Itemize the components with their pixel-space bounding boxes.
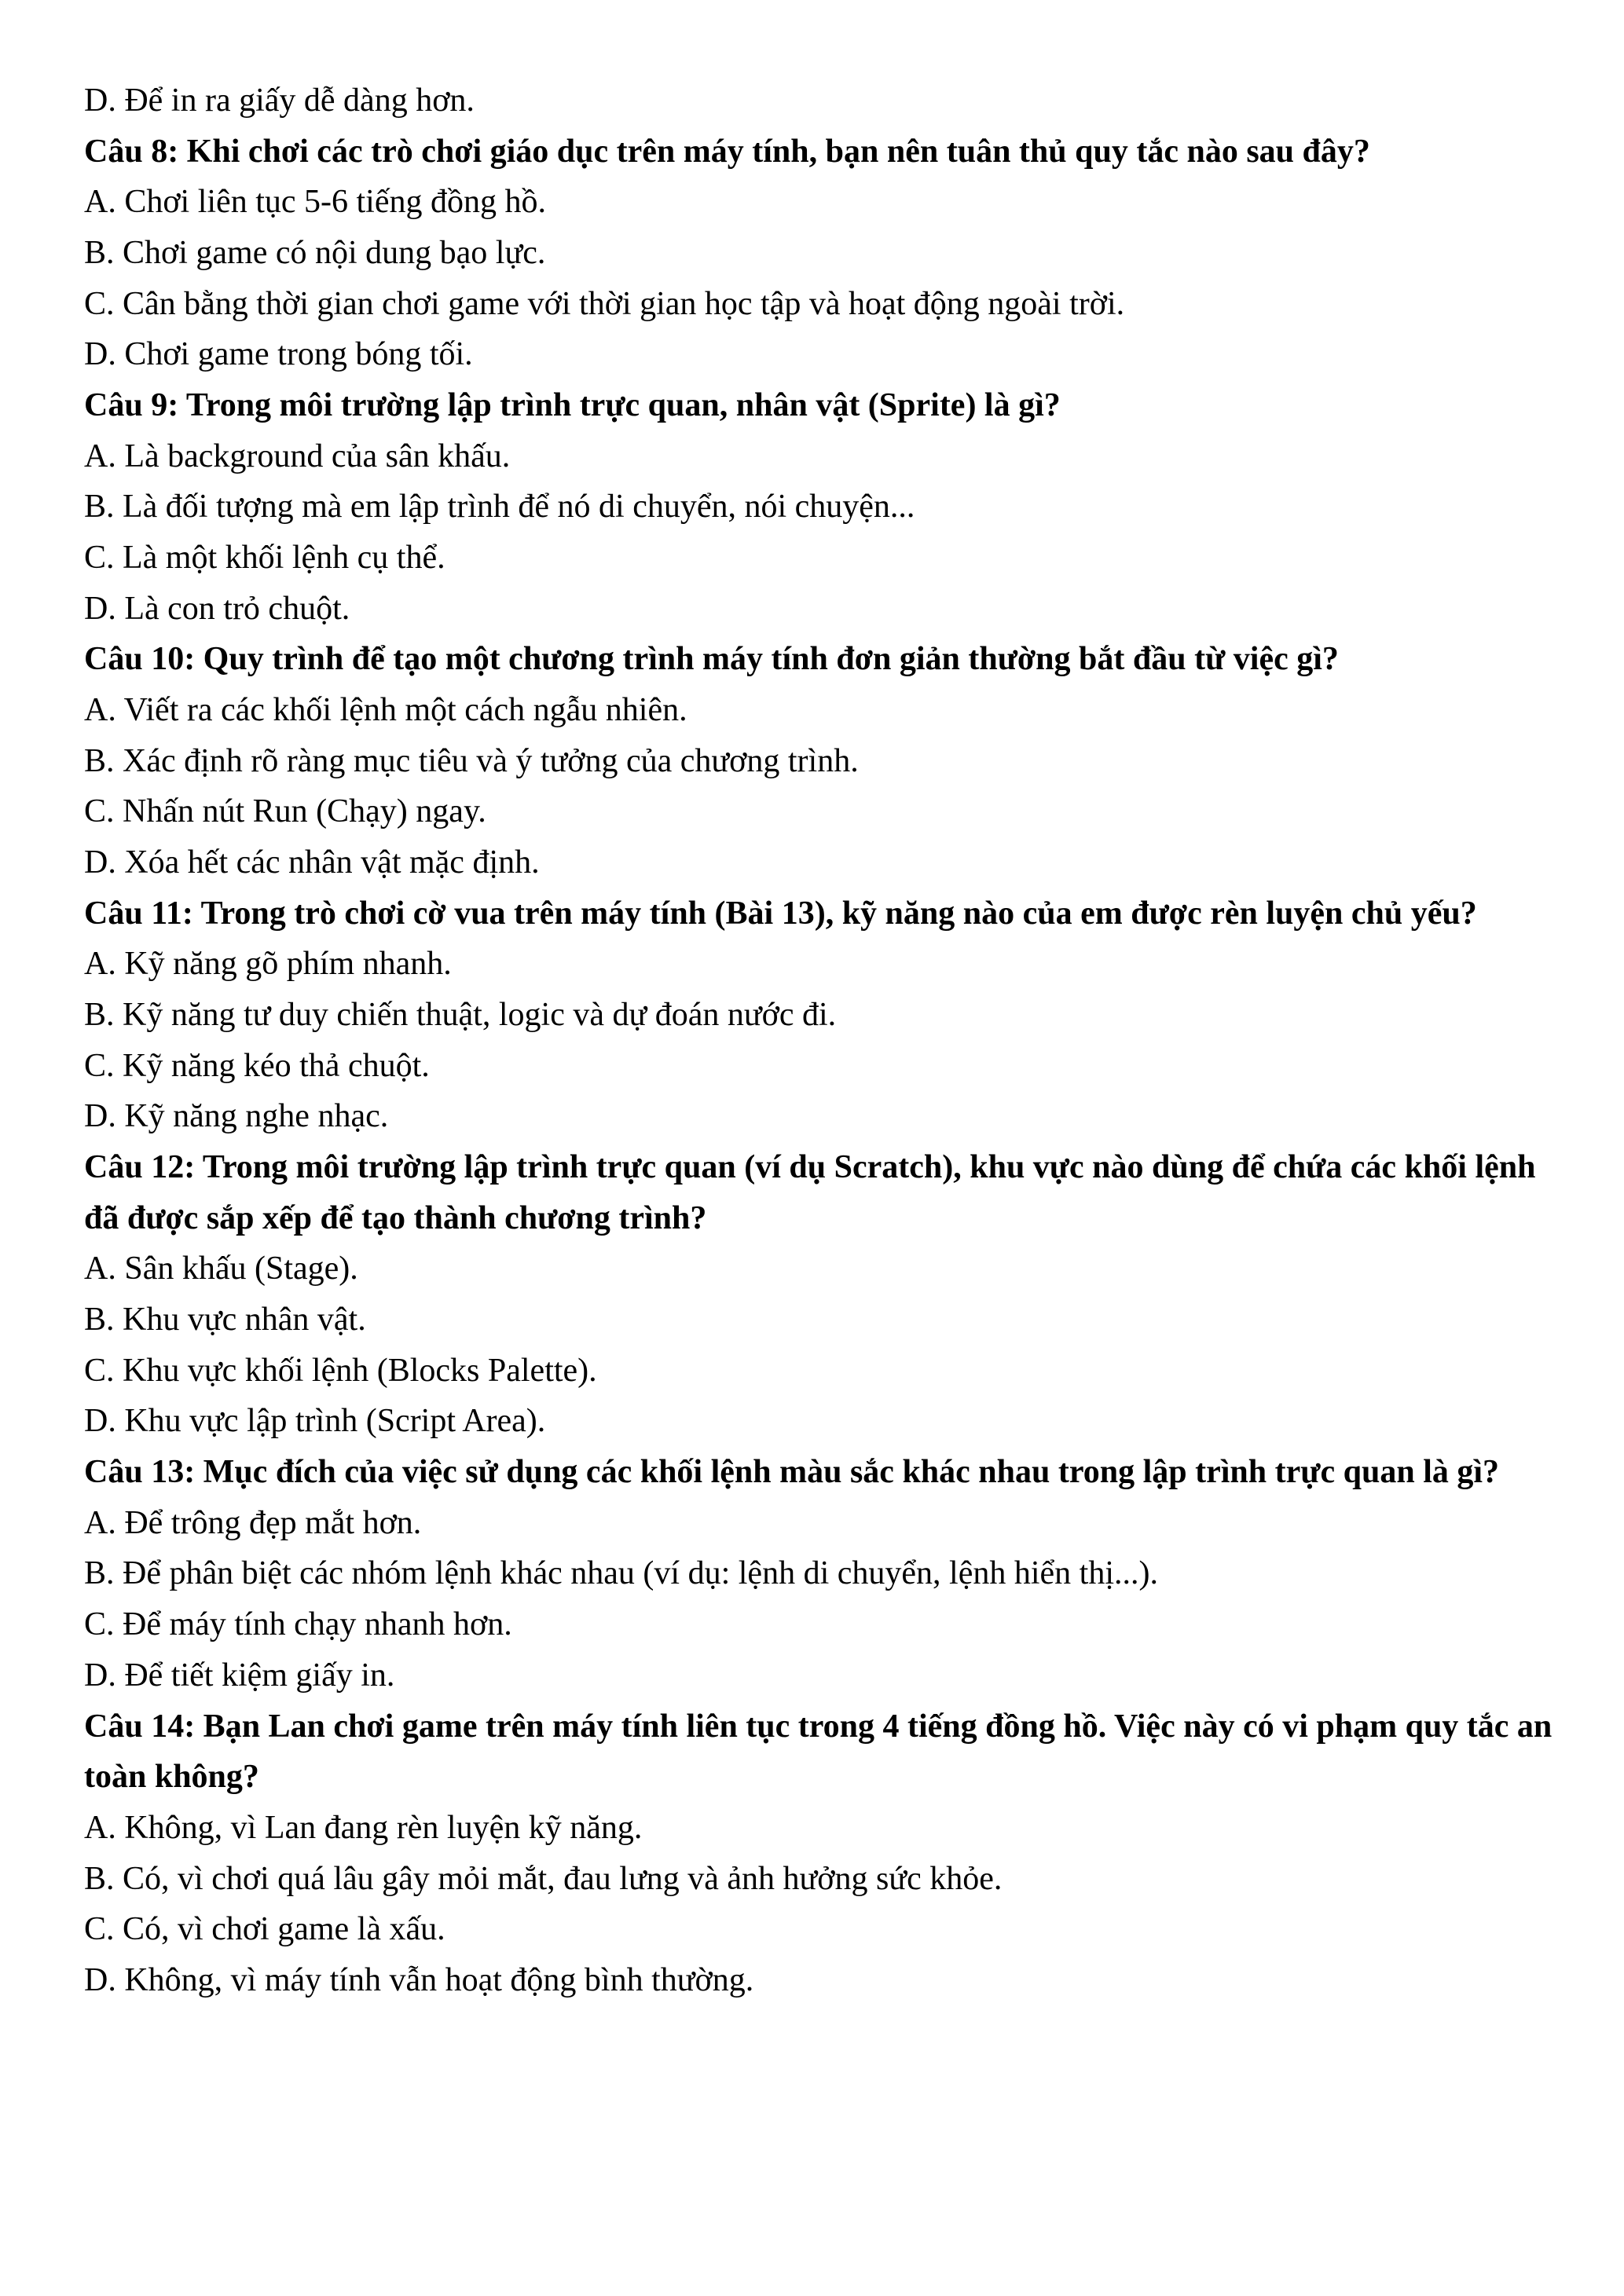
question-block — [84, 1447, 1555, 1701]
answer-option: D. Để in ra giấy dễ dàng hơn. — [84, 82, 475, 119]
answer-option: A. Kỹ năng gõ phím nhanh. — [84, 946, 452, 983]
answer-option: D. Kỹ năng nghe nhạc. — [84, 1098, 389, 1135]
answer-option: B. Là đối tượng mà em lập trình để nó di chuyển, nói chuyện... — [84, 489, 915, 525]
answer-option: C. Khu vực khối lệnh (Blocks Palette). — [84, 1352, 597, 1389]
answer-option: A. Không, vì Lan đang rèn luyện kỹ năng. — [84, 1809, 643, 1846]
answer-option: D. Không, vì máy tính vẫn hoạt động bình thường. — [84, 1961, 754, 1998]
question-title: Câu 8: Khi chơi các trò chơi giáo dục trên máy tính, bạn nên tuân thủ quy tắc nào sau đây? — [84, 133, 1370, 170]
answer-option: D. Để tiết kiệm giấy in. — [84, 1657, 395, 1694]
answer-option: B. Khu vực nhân vật. — [84, 1302, 366, 1338]
answer-option: A. Chơi liên tục 5-6 tiếng đồng hồ. — [84, 184, 546, 221]
question-title: Câu 9: Trong môi trường lập trình trực quan, nhân vật (Sprite) là gì? — [84, 387, 1061, 424]
answer-option: B. Xác định rõ ràng mục tiêu và ý tưởng của chương trình. — [84, 742, 859, 779]
question-block — [84, 888, 1555, 1142]
question-title: Câu 14: Bạn Lan chơi game trên máy tính liên tục trong 4 tiếng đồng hồ. Việc này có vi phạm quy tắc an toàn không? — [84, 1708, 1553, 1796]
answer-option: C. Có, vì chơi game là xấu. — [84, 1911, 445, 1948]
question-title: Câu 11: Trong trò chơi cờ vua trên máy tính (Bài 13), kỹ năng nào của em được rèn luyện chủ yếu? — [84, 895, 1477, 932]
answer-option: C. Kỹ năng kéo thả chuột. — [84, 1047, 430, 1084]
answer-option: A. Sân khấu (Stage). — [84, 1251, 358, 1287]
answer-option: D. Khu vực lập trình (Script Area). — [84, 1403, 546, 1440]
answer-option: B. Kỹ năng tư duy chiến thuật, logic và dự đoán nước đi. — [84, 997, 837, 1034]
answer-option: D. Là con trỏ chuột. — [84, 590, 350, 627]
question-block — [84, 634, 1555, 888]
answer-option: C. Cân bằng thời gian chơi game với thời gian học tập và hoạt động ngoài trời. — [84, 285, 1125, 322]
answer-option: B. Có, vì chơi quá lâu gây mỏi mắt, đau lưng và ảnh hưởng sức khỏe. — [84, 1860, 1003, 1897]
answer-option: D. Xóa hết các nhân vật mặc định. — [84, 844, 540, 881]
question-block — [84, 1142, 1555, 1447]
answer-option: A. Là background của sân khấu. — [84, 438, 511, 474]
question-title: Câu 12: Trong môi trường lập trình trực quan (ví dụ Scratch), khu vực nào dùng để chứa các khối lệnh đã được sắp xếp để tạo thành chương trình? — [84, 1149, 1536, 1236]
answer-option: C. Để máy tính chạy nhanh hơn. — [84, 1606, 512, 1643]
question-title: Câu 13: Mục đích của việc sử dụng các khối lệnh màu sắc khác nhau trong lập trình trực quan là gì? — [84, 1454, 1500, 1491]
answer-option: A. Viết ra các khối lệnh một cách ngẫu nhiên. — [84, 692, 687, 729]
answer-option: C. Là một khối lệnh cụ thể. — [84, 540, 445, 577]
question-block — [84, 126, 1555, 380]
answer-option: A. Để trông đẹp mắt hơn. — [84, 1504, 422, 1541]
question-block — [84, 1701, 1555, 2006]
answer-option: B. Để phân biệt các nhóm lệnh khác nhau (ví dụ: lệnh di chuyển, lệnh hiển thị...). — [84, 1555, 1158, 1592]
question-title: Câu 10: Quy trình để tạo một chương trình máy tính đơn giản thường bắt đầu từ việc gì? — [84, 641, 1339, 678]
answer-option: D. Chơi game trong bóng tối. — [84, 336, 473, 373]
answer-option: C. Nhấn nút Run (Chạy) ngay. — [84, 793, 486, 830]
question-block — [84, 380, 1555, 634]
answer-option: B. Chơi game có nội dung bạo lực. — [84, 235, 546, 272]
